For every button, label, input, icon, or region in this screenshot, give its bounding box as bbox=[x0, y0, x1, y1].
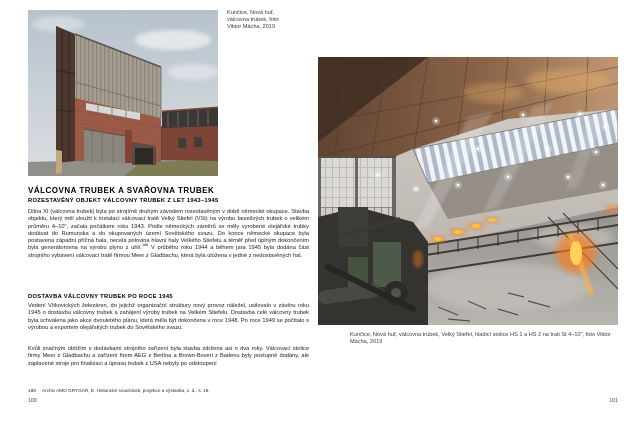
body-paragraph-1 bbox=[28, 209, 309, 260]
caption-line: válcovna trubek, foto bbox=[227, 17, 279, 24]
caption-line: Viktor Mácha, 2019 bbox=[227, 24, 276, 31]
paragraph-text: Dílna XI (válcovna trubek) byla po strojírně druhým závodem rozestavěným v době německé okupace. Stavba objektu, který měl sloužit k instalaci válcovací tratě Velký Stiefel (VSt) na výrobu bezešvých trubek o velikém průměru 4–10", začala počátkem roku 1943. Podle německých záměrů se měly vyrobené olejářské trubky dodávat do Rumunska a do okupovaných území Sovětského svazu. Do konce německé okupace byla postavena západní příčná hala, necelá polovina hlavní haly Velkého Stiefelu a téměř před úplným dokončením byla generátorovna na výrobu plynu z uhlí. bbox=[28, 209, 309, 252]
chapter-heading: VÁLCOVNA TRUBEK A SVAŘOVNA TRUBEK bbox=[28, 186, 215, 195]
section-subheading-2: DOSTAVBA VÁLCOVNY TRUBEK PO ROCE 1945 bbox=[28, 294, 173, 300]
footnote-text: Archiv AMO GRYGAR, E. Historické souvislosti, projekce a výstavba, c. d., s. 19. bbox=[42, 388, 210, 393]
body-paragraph-3: Kvůli značným obtížím s dodávkami strojního zařízení byla stavba zdržena asi o dva roky. Válcovací stolice firmy Meer z Gladbachu a zařízení firem AEG z Berlína a Brown-Boveri z Badenu byly postupně dodány, ale zaplacené stroje pro finalizaci a úpravu trubek z USA nebyly po odstoupení bbox=[28, 346, 309, 367]
exterior-photo bbox=[28, 10, 218, 176]
section-subheading-1: ROZESTAVĚNÝ OBJEKT VÁLCOVNY TRUBEK Z LET 1943–1945 bbox=[28, 198, 219, 204]
photo-caption-left bbox=[227, 10, 313, 32]
page-number-left: 100 bbox=[28, 398, 37, 404]
footnote-number: 188 bbox=[28, 388, 36, 393]
footnote bbox=[28, 388, 309, 393]
page-number-right: 101 bbox=[609, 398, 618, 404]
body-paragraph-2: Vedení Vítkovických železáren, do jejichž organizační struktury nový provoz náležel, usilovalo v závěru roku 1945 o dostavbu válcovny trubek a zahájení výroby trubek na Velkém Stiefelu. Dostavba celé válcovny trubek byla schválena jako akce dvouletého plánu, která měla být dokončena v roce 1948. Po roce 1949 se počítalo s výrobou a exportem olejářských trubek do Sovětského svazu. bbox=[28, 303, 309, 331]
footnote-reference: 188 bbox=[141, 243, 149, 248]
caption-line: Kunčice, Nová huť, bbox=[227, 10, 275, 16]
photo-caption-right: Kunčice, Nová huť, válcovna trubek, Velký Stiefel, hladicí stolice HS 1 a HS 2 na trati St 4–10", foto Viktor Mácha, 2019 bbox=[350, 332, 611, 346]
interior-photo bbox=[318, 57, 618, 325]
paragraph-text: V průběhu roku 1944 a během jara 1945 byla dodána část strojního vybavení válcovací tratě firmou Meer z Gladbachu, která byla uložena v jedné z nedostavěných hal. bbox=[28, 245, 309, 259]
